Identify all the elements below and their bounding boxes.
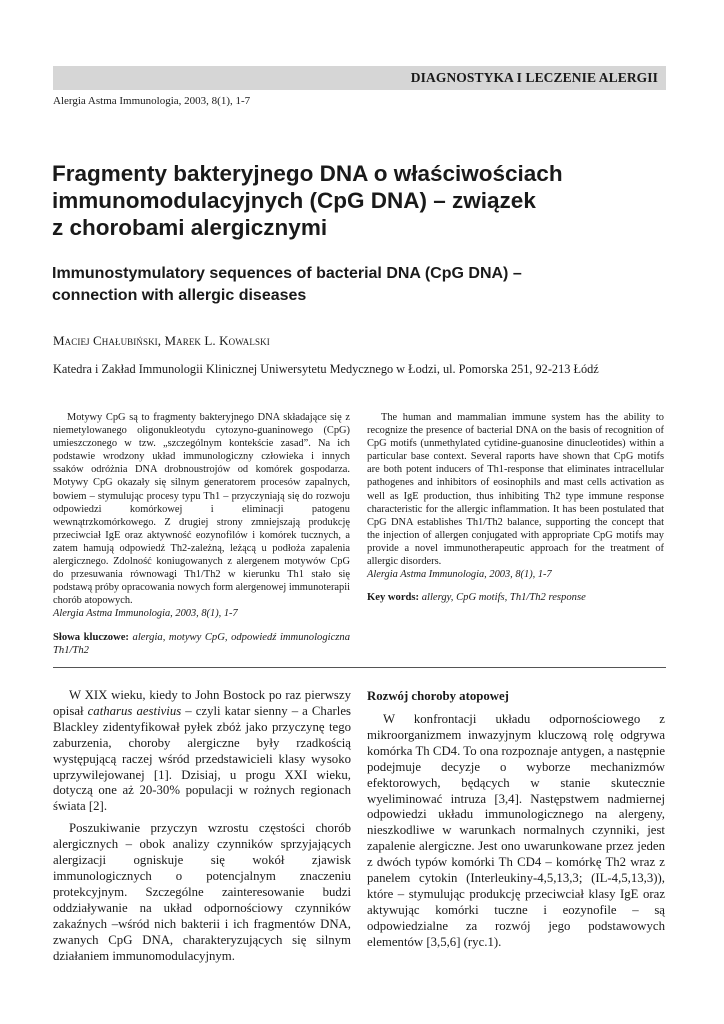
section-heading: Rozwój choroby atopowej: [367, 689, 509, 703]
abstract-pl-text: Motywy CpG są to fragmenty bakteryjnego DNA składające się z niemetylowanego oligonukleotydu cytozyno-guaninowego (CpG) umieszczonego w tzw. „szczególnym kontekście zasad”. Na ich podstawie wrodzony układ immunologiczny człowieka i innych ssaków odróżnia DNA drobnoustrojów od komórek gospodarza. Motywy CpG okazały się silnym generatorem procesów zapalnych, bowiem – stymulując procesy typu Th1 – przyczyniają się do rozwoju odpowiedzi komórkowej i eliminacji patogenu wewnątrzkomórkowego. Z drugiej strony zmniejszają produkcję przeciwciał IgE oraz aktywność eozynofilów i komórek tucznych, a zatem hamują odpowiedź Th2-zależną, leżącą u podłoża zapalenia alergicznego. Zdolność koniugowanych z alergenem motywów CpG do przesuwania równowagi Th1/Th2 w kierunku Th1 stało się podstawą próby opracowania nowych form alergenowej immunoterapii chorób atopowych.: [53, 412, 351, 607]
keywords-english: [367, 591, 664, 604]
keywords-en-label: Key words:: [367, 592, 420, 604]
keywords-pl-values: alergia, motywy CpG, odpowiedź immunologiczna Th1/Th2: [53, 631, 350, 656]
abstract-pl-citation: Alergia Astma Immunologia, 2003, 8(1), 1-7: [53, 608, 238, 620]
abstract-english: [367, 411, 664, 604]
title-pl-line: Fragmenty bakteryjnego DNA o właściwościach: [52, 161, 563, 186]
authors: Maciej Chałubiński, Marek L. Kowalski: [53, 333, 270, 348]
body-paragraph: W konfrontacji układu odpornościowego z mikroorganizmem inwazyjnym kluczową rolę odgrywa komórka Th CD4. To ona rozpoznaje antygen, a następnie podejmuje decyzje o wyborze mechanizmów efektorowych, będących w stanie skutecznie wyeliminować intruza [3,4]. Następstwem nadmiernej odpowiedzi układu immunologicznego na alergeny, nieszkodliwe w warunkach normalnych czynniki, jest zapalenie alergiczne. Jest ono uwarunkowane przez jeden z dwóch typów komórki Th CD4 – komórkę Th2 wraz z panelem cytokin (Interleukiny-4,5,13,3; (IL-4,5,13,3)), które – stymulując produkcję przeciwciał klasy IgE oraz aktywując komórki tuczne i eozynofile – są odpowiedzialne za rozwój jego podstawowych elementów [3,5,6] (ryc.1).: [367, 712, 665, 949]
section-header-band: [53, 66, 666, 90]
article-title-english: [52, 263, 672, 307]
title-pl-line: z chorobami alergicznymi: [52, 215, 328, 240]
body-column-left: [53, 688, 351, 964]
body-italic-term: catharus aestivius: [87, 703, 182, 718]
section-divider: [53, 667, 666, 668]
body-column-right: [367, 688, 665, 951]
body-paragraph: Poszukiwanie przyczyn wzrostu częstości chorób alergicznych – obok analizy czynników sprzyjających alergizacji ogniskuje się wokół zjawisk immunologicznych o potencjalnym znaczeniu protekcyjnym. Szczególne zainteresowanie budzi oddziaływanie na układ odpornościowy czynników zakaźnych –wśród nich bakterii i ich fragmentów DNA, zwanych CpG DNA, charakteryzujących się silnym działaniem immunomodulacyjnym.: [53, 821, 351, 963]
abstract-polish: [53, 411, 350, 657]
title-en-line: Immunostymulatory sequences of bacterial DNA (CpG DNA) –: [52, 265, 522, 282]
abstract-en-citation: Alergia Astma Immunologia, 2003, 8(1), 1-7: [367, 569, 552, 581]
section-label: DIAGNOSTYKA I LECZENIE ALERGII: [410, 70, 658, 85]
keywords-pl-label: Słowa kluczowe:: [53, 631, 129, 643]
journal-reference: Alergia Astma Immunologia, 2003, 8(1), 1-7: [53, 95, 251, 107]
body-text: – czyli katar sienny – a Charles Blackley zidentyfikował pyłek zbóż jako przyczynę tego zaburzenia, choroby alergiczne były rzadkością występującą raczej wśród przedstawicieli klasy wysoko uprzywilejowanej [1]. Dzisiaj, u progu XXI wieku, dotyczą one aż 20-30% populacji w rożnych regionach świata [2].: [53, 703, 351, 814]
body-paragraph: [53, 688, 351, 815]
abstract-en-text: The human and mammalian immune system has the ability to recognize the presence of bacterial DNA on the basis of recognition of CpG motifs (unmethylated cytidine-guanosine dinucleotides) within a particular base context. Several raports have shown that CpG motifs are both potent inducers of Th1-response that eliminates intracellular pathogenes and inhibitors of eosinophils and mast cells activation as well as IgE production, thus inhibiting Th2 type immune response characteristic for the allergic inflammation. It has been postulated that CpG DNA establishes Th1/Th2 balance, supporting the concept that the injection of allergen conjugated with appropriate CpG motifs may provide a novel immunotherapeutic approach for the treatment of allergic disorders.: [367, 412, 664, 568]
article-title-polish: [52, 160, 672, 241]
keywords-en-values: allergy, CpG motifs, Th1/Th2 response: [421, 592, 586, 604]
keywords-polish: [53, 631, 350, 657]
title-en-line: connection with allergic diseases: [52, 287, 307, 304]
body-text: W XIX wieku, kiedy to John Bostock po raz pierwszy opisał: [53, 688, 351, 718]
affiliation: Katedra i Zakład Immunologii Klinicznej Uniwersytetu Medycznego w Łodzi, ul. Pomorska 251, 92-213 Łódź: [53, 362, 599, 376]
title-pl-line: immunomodulacyjnych (CpG DNA) – związek: [52, 188, 536, 213]
